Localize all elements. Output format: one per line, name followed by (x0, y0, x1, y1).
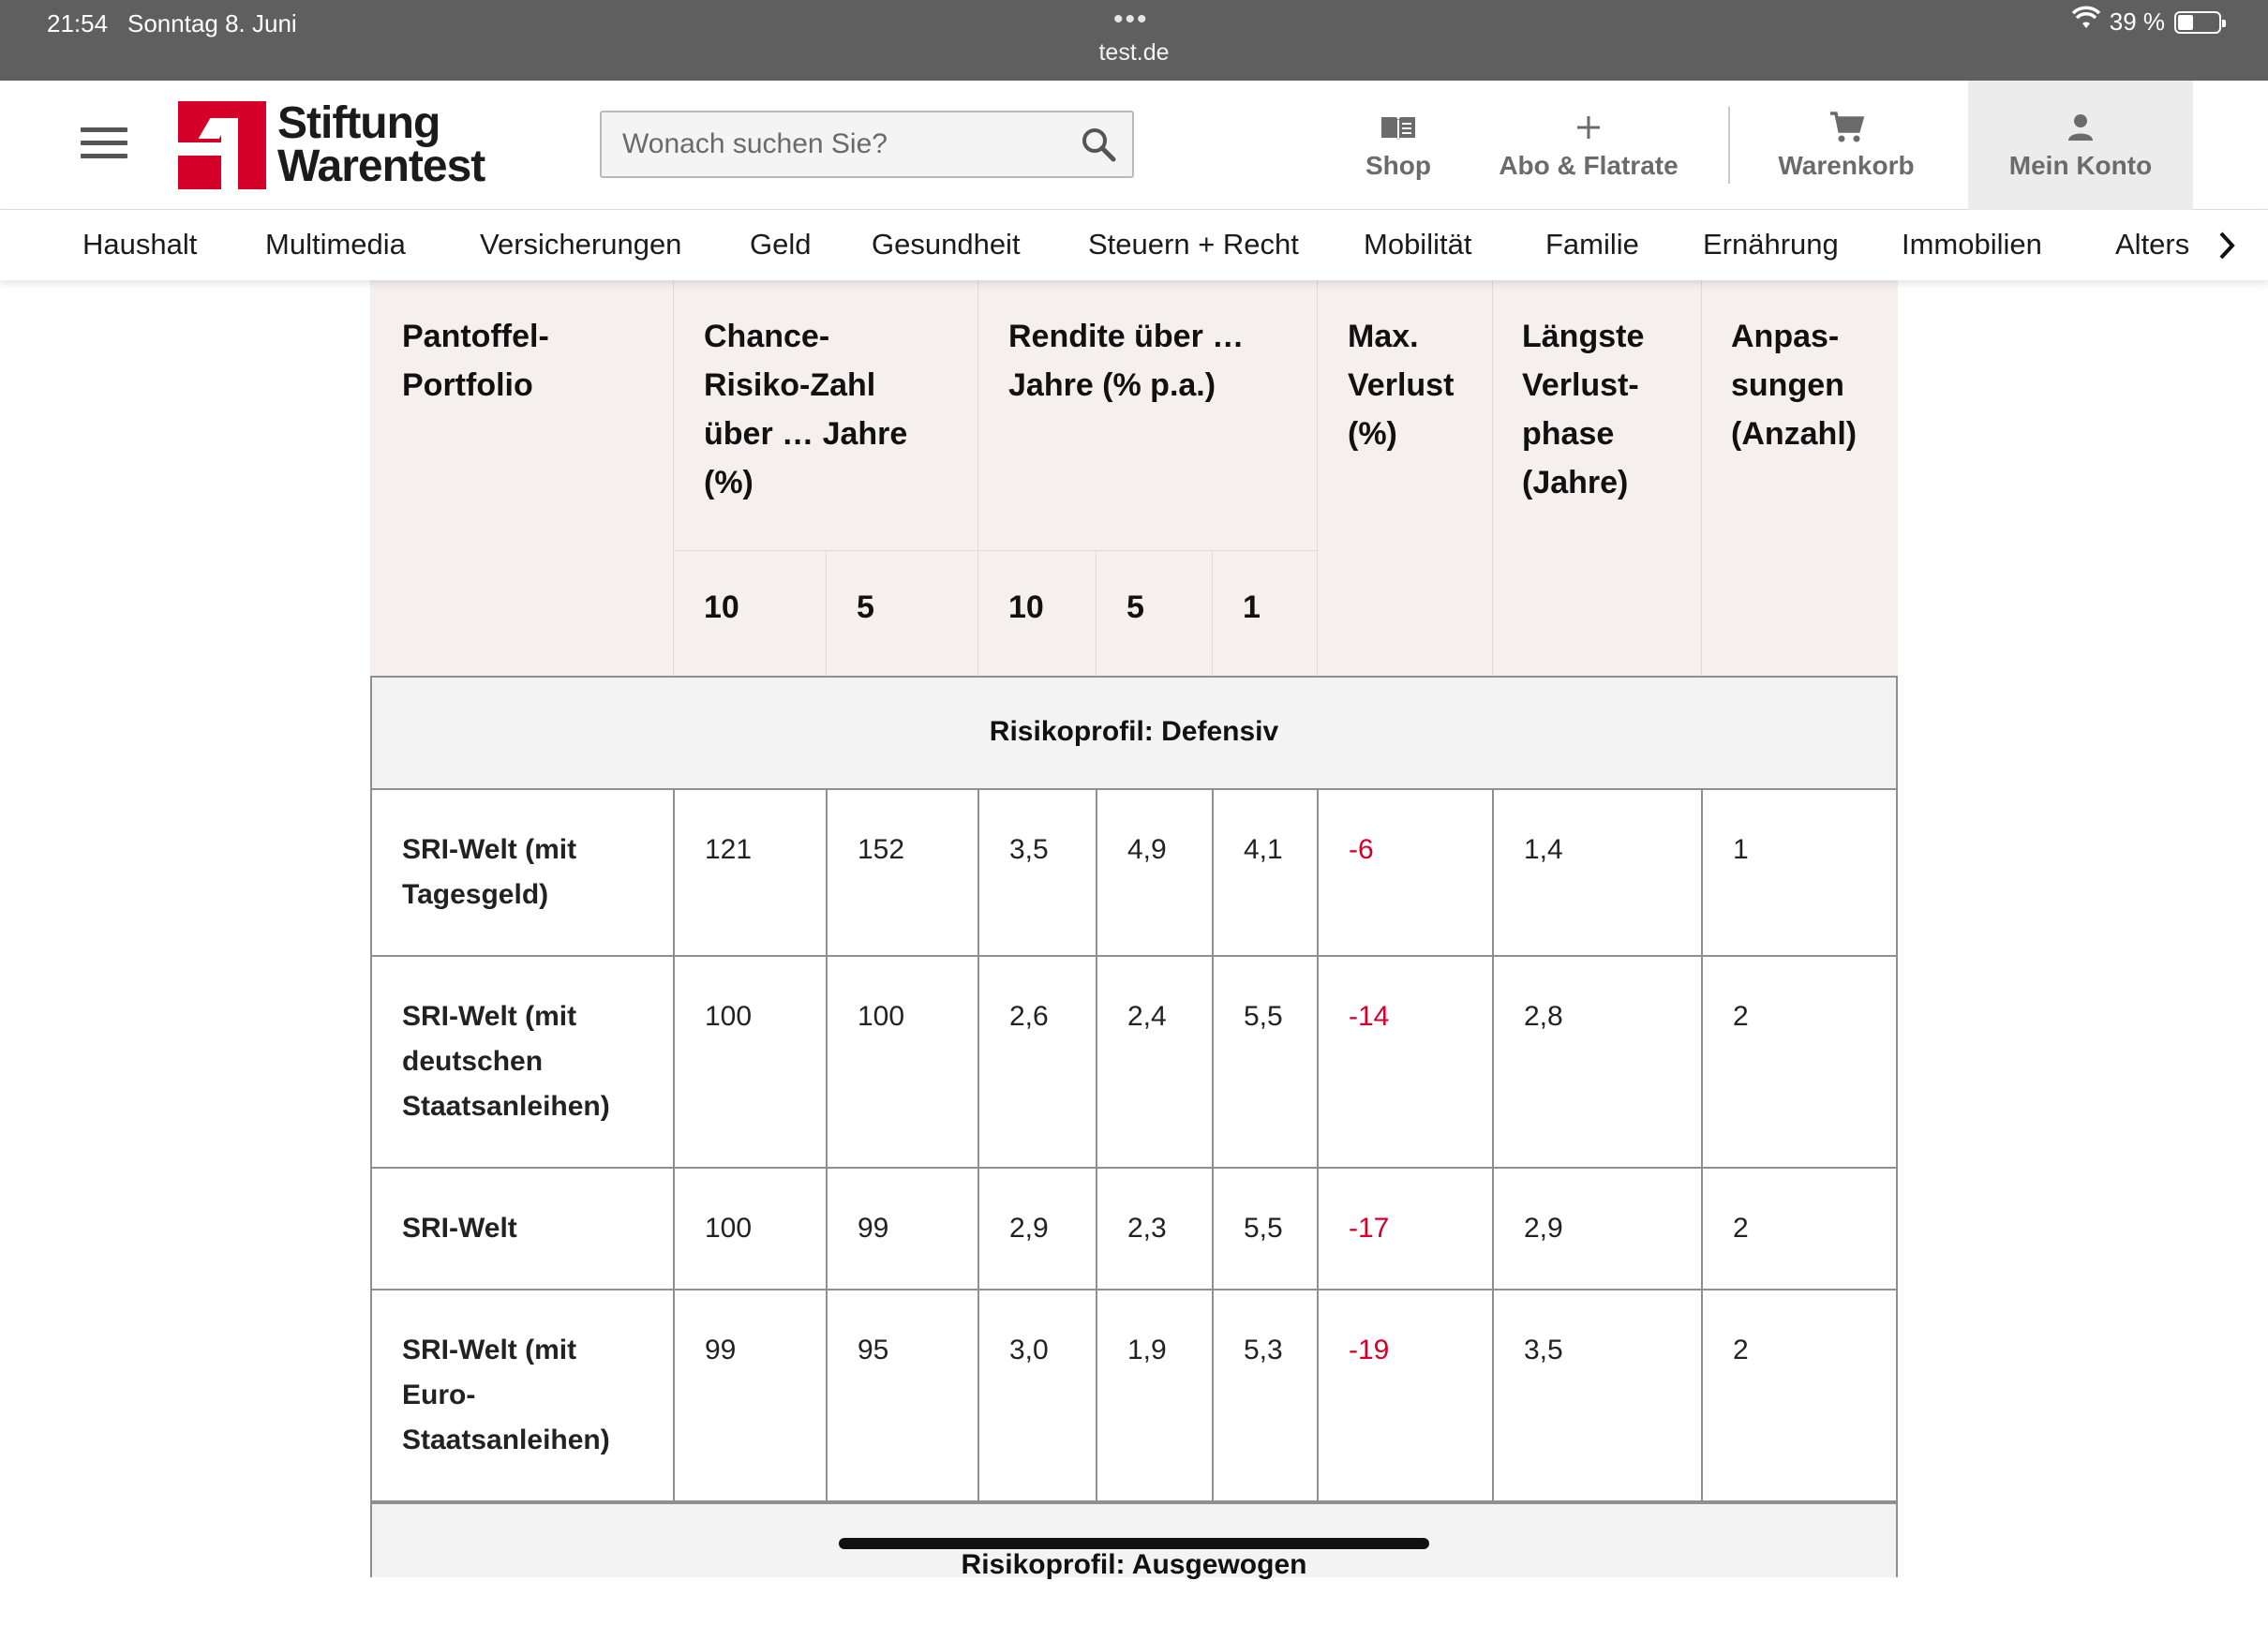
row-name: SRI-Welt (372, 1169, 675, 1289)
menu-icon[interactable] (81, 127, 127, 161)
cell-rendite-10: 3,5 (979, 790, 1097, 955)
subheader-rendite-1: 1 (1243, 589, 1261, 625)
cell-rendite-5: 2,3 (1097, 1169, 1214, 1289)
logo-mark-icon (178, 101, 266, 189)
cell-rendite-1: 5,3 (1214, 1290, 1319, 1500)
more-dots-icon[interactable]: ••• (1113, 4, 1149, 35)
category-multimedia[interactable]: Multimedia (265, 228, 406, 261)
table-row (370, 957, 1898, 1169)
category-steuern-recht[interactable]: Steuern + Recht (1088, 228, 1299, 261)
header-max-verlust: Max. Verlust (%) (1348, 319, 1455, 452)
search-icon[interactable] (1080, 126, 1117, 163)
cell-max-verlust: -17 (1319, 1169, 1494, 1289)
subheader-chance-10: 10 (704, 589, 739, 625)
cell-chance-10: 100 (675, 957, 828, 1167)
table-row (370, 790, 1898, 957)
section-defensiv: Risikoprofil: Defensiv (370, 676, 1898, 790)
cell-verlustphase: 3,5 (1494, 1290, 1703, 1500)
nav-divider (1728, 107, 1730, 184)
table-row (370, 1290, 1898, 1502)
cell-chance-10: 99 (675, 1290, 828, 1500)
category-geld[interactable]: Geld (750, 228, 812, 261)
header-verlustphase: Längste Verlust- phase (Jahre) (1522, 319, 1645, 500)
cell-rendite-10: 3,0 (979, 1290, 1097, 1500)
cell-rendite-1: 4,1 (1214, 790, 1319, 955)
logo[interactable] (178, 98, 485, 191)
cell-chance-5: 99 (828, 1169, 979, 1289)
wifi-icon (2072, 7, 2100, 37)
account-button[interactable] (1968, 81, 2193, 210)
site-header (0, 81, 2268, 210)
cell-max-verlust: -19 (1319, 1290, 1494, 1500)
chevron-right-icon[interactable] (2214, 230, 2242, 261)
search-input[interactable] (602, 112, 1070, 176)
category-mobilitaet[interactable]: Mobilität (1364, 228, 1472, 261)
cell-max-verlust: -6 (1319, 790, 1494, 955)
category-familie[interactable]: Familie (1545, 228, 1639, 261)
abo-label: Abo & Flatrate (1499, 151, 1679, 180)
cell-rendite-10: 2,9 (979, 1169, 1097, 1289)
table-row (370, 1169, 1898, 1290)
cart-icon (1828, 110, 1864, 145)
row-name: SRI-Welt (mit Euro- Staatsanleihen) (372, 1290, 675, 1500)
category-ernaehrung[interactable]: Ernährung (1703, 228, 1839, 261)
search-box (600, 111, 1134, 178)
article-content (0, 280, 2268, 1580)
row-name: SRI-Welt (mit Tagesgeld) (372, 790, 675, 955)
cell-anpassungen: 2 (1733, 1001, 1749, 1032)
status-bar (0, 0, 2268, 81)
clock: 21:54 (47, 9, 109, 37)
cell-verlustphase: 2,8 (1494, 957, 1703, 1167)
cell-rendite-5: 1,9 (1097, 1290, 1214, 1500)
abo-flatrate-button[interactable] (1490, 81, 1687, 210)
logo-text-line2: Warentest (277, 142, 485, 191)
battery-icon (2174, 11, 2221, 34)
cell-rendite-5: 2,4 (1097, 957, 1214, 1167)
status-indicators (2072, 7, 2221, 37)
section-ausgewogen: Risikoprofil: Ausgewogen (370, 1502, 1898, 1577)
battery-percent: 39 % (2109, 7, 2165, 36)
category-versicherungen[interactable]: Versicherungen (480, 228, 682, 261)
subheader-rendite-5: 5 (1127, 589, 1144, 625)
cell-anpassungen: 2 (1733, 1335, 1749, 1365)
shop-label: Shop (1365, 151, 1431, 180)
logo-text-line1: Stiftung (277, 98, 440, 148)
cell-rendite-5: 4,9 (1097, 790, 1214, 955)
cell-rendite-10: 2,6 (979, 957, 1097, 1167)
cell-rendite-1: 5,5 (1214, 957, 1319, 1167)
row-name: SRI-Welt (mit deutschen Staatsanleihen) (372, 957, 675, 1167)
cell-anpassungen: 2 (1733, 1213, 1749, 1244)
plus-icon (1574, 110, 1603, 145)
category-nav (0, 211, 2268, 280)
cell-chance-5: 152 (828, 790, 979, 955)
category-gesundheit[interactable]: Gesundheit (872, 228, 1021, 261)
cell-verlustphase: 1,4 (1494, 790, 1703, 955)
cell-chance-10: 121 (675, 790, 828, 955)
cell-verlustphase: 2,9 (1494, 1169, 1703, 1289)
header-rendite: Rendite über … Jahre (% p.a.) (1008, 319, 1245, 403)
cell-chance-10: 100 (675, 1169, 828, 1289)
category-alters[interactable]: Alters (2115, 228, 2190, 261)
subheader-chance-5: 5 (857, 589, 874, 625)
cell-chance-5: 95 (828, 1290, 979, 1500)
account-label: Mein Konto (2008, 151, 2153, 180)
cell-rendite-1: 5,5 (1214, 1169, 1319, 1289)
cell-max-verlust: -14 (1319, 957, 1494, 1167)
subheader-rendite-10: 10 (1008, 589, 1044, 625)
user-icon (2066, 110, 2096, 145)
cart-label: Warenkorb (1778, 151, 1915, 180)
header-chance-risiko: Chance- Risiko-Zahl über … Jahre (%) (704, 319, 908, 500)
address-bar-url[interactable]: test.de (1098, 39, 1170, 66)
cart-button[interactable] (1762, 81, 1931, 210)
shop-button[interactable] (1340, 81, 1456, 210)
category-immobilien[interactable]: Immobilien (1902, 228, 2042, 261)
cell-anpassungen: 1 (1733, 834, 1749, 865)
book-icon (1380, 110, 1417, 145)
cell-chance-5: 100 (828, 957, 979, 1167)
header-portfolio: Pantoffel- Portfolio (402, 319, 549, 403)
date: Sonntag 8. Juni (127, 9, 297, 37)
header-anpassungen: Anpas- sungen (Anzahl) (1731, 319, 1858, 452)
home-indicator[interactable] (839, 1538, 1429, 1549)
category-haushalt[interactable]: Haushalt (82, 228, 198, 261)
